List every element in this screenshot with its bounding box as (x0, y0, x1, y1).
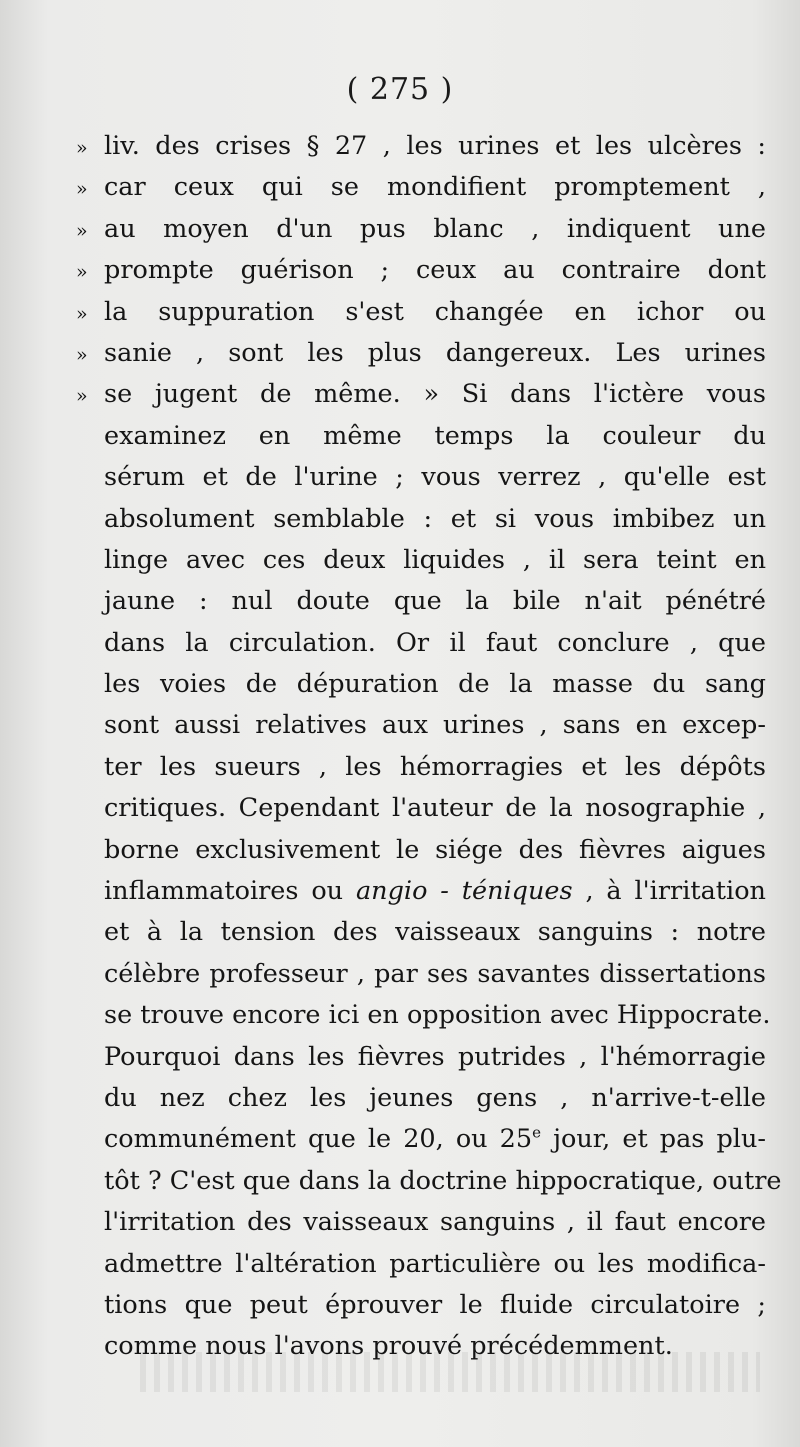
text-line: » la suppuration s'est changée en ichor ou (104, 292, 766, 333)
text-line: Pourquoi dans les fièvres putrides , l'hémorragie (104, 1041, 766, 1072)
superscript: e (532, 1123, 542, 1142)
text-line: » car ceux qui se mondifient promptement , (104, 167, 766, 208)
text-line: et à la tension des vaisseaux sanguins : notre (104, 917, 766, 948)
text-line: jaune : nul doute que la bile n'ait pénétré (104, 586, 766, 617)
text-line: tôt ? C'est que dans la doctrine hippocratique, outre (104, 1165, 782, 1196)
text-line: absolument semblable : et si vous imbibez un (104, 503, 766, 534)
text-line: » au moyen d'un pus blanc , indiquent une (104, 209, 766, 250)
text-line: » sanie , sont les plus dangereux. Les urines (104, 333, 766, 374)
quote-mark: » (76, 302, 88, 325)
text-line: linge avec ces deux liquides , il sera teint en (104, 544, 766, 575)
text-line: communément que le 20, ou 25e jour, et pas plu- (104, 1123, 766, 1155)
text-line: critiques. Cependant l'auteur de la nosographie , (104, 793, 766, 824)
body-text (76, 126, 782, 1368)
bleed-through-texture (140, 1352, 760, 1392)
quote-mark: » (76, 343, 88, 366)
text-line: examinez en même temps la couleur du (104, 420, 766, 451)
text-line: comme nous l'avons prouvé précédemment. (104, 1331, 673, 1362)
quote-mark: » (76, 385, 88, 408)
quote-mark: » (76, 261, 88, 284)
text-line: du nez chez les jeunes gens , n'arrive-t-elle (104, 1082, 766, 1113)
text-line: borne exclusivement le siége des fièvres aigues (104, 834, 766, 865)
text-line: sérum et de l'urine ; vous verrez , qu'elle est (104, 462, 766, 493)
text-line: inflammatoires ou angio - téniques , à l'irritation (104, 876, 766, 907)
text-line: admettre l'altération particulière ou les modifica- (104, 1248, 766, 1279)
text-line: » prompte guérison ; ceux au contraire dont (104, 250, 766, 291)
page-number: ( 275 ) (346, 72, 454, 107)
quote-mark: » (76, 178, 88, 201)
text-line: » liv. des crises § 27 , les urines et les ulcères : (104, 126, 766, 167)
text-line: ter les sueurs , les hémorragies et les dépôts (104, 751, 766, 782)
text-line: célèbre professeur , par ses savantes dissertations (104, 958, 766, 989)
text-line: l'irritation des vaisseaux sanguins , il faut encore (104, 1207, 766, 1238)
quote-mark: » (76, 219, 88, 242)
text-line: dans la circulation. Or il faut conclure , que (104, 627, 766, 658)
text-line: se trouve encore ici en opposition avec Hippocrate. (104, 1000, 771, 1031)
text-line: sont aussi relatives aux urines , sans en excep- (104, 710, 766, 741)
text-line: tions que peut éprouver le fluide circulatoire ; (104, 1289, 766, 1320)
italic-term: angio - téniques (355, 876, 573, 907)
quote-mark: » (76, 137, 88, 159)
text-line: » se jugent de même. » Si dans l'ictère vous (104, 374, 766, 415)
text-line: les voies de dépuration de la masse du sang (104, 669, 766, 700)
